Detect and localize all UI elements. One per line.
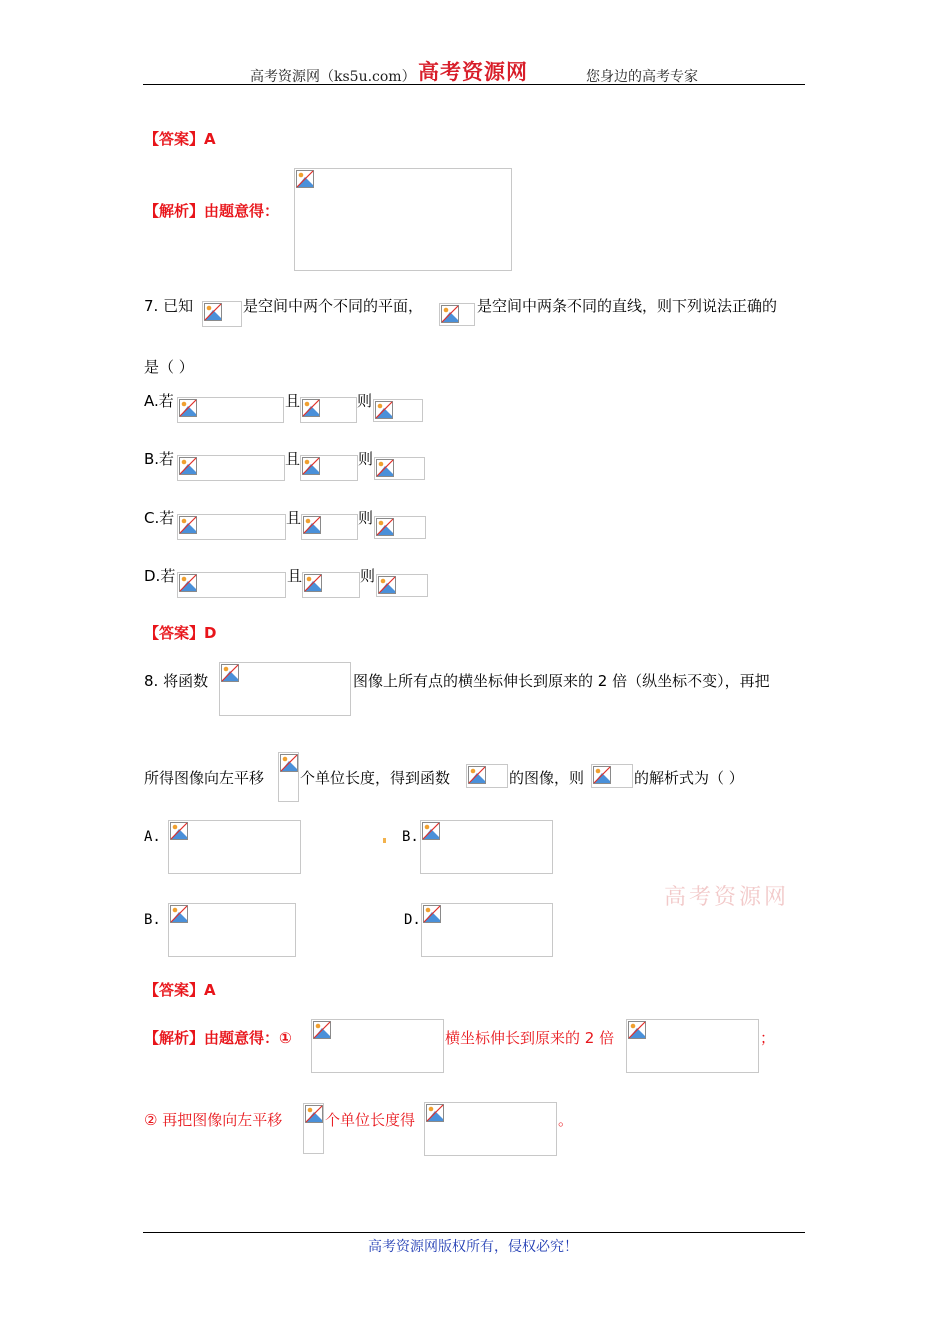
- broken-image-icon: [376, 459, 394, 477]
- q7-option-c-then: 则: [358, 509, 374, 527]
- q8-analysis-end: ；: [760, 1029, 776, 1047]
- q7-stem-mid: 是空间中两个不同的平面，: [243, 297, 424, 315]
- broken-image-icon: [302, 457, 320, 475]
- q7-option-d-then: 则: [360, 567, 376, 585]
- q8-function-image: [219, 662, 351, 716]
- q8-option-a-label: A.: [144, 829, 161, 845]
- broken-image-icon: [378, 576, 396, 594]
- broken-image-icon: [296, 170, 314, 188]
- q8-option-c-label: B.: [144, 912, 161, 928]
- broken-image-icon: [221, 664, 239, 682]
- q7-option-b-condition-image: [177, 455, 285, 481]
- q8-line2-d: 的解析式为（ ）: [634, 769, 744, 787]
- q7-option-d-conclusion-image: [376, 574, 428, 597]
- q8-option-a-image: [168, 820, 301, 874]
- broken-image-icon: [302, 399, 320, 417]
- q7-option-c-condition-image: [177, 514, 286, 540]
- footer-copyright: 高考资源网版权所有，侵权必究！: [368, 1239, 578, 1255]
- stray-mark: [383, 838, 386, 843]
- q7-option-a-condition2-image: [300, 397, 357, 423]
- q8-option-b-image: [420, 820, 553, 874]
- broken-image-icon: [304, 574, 322, 592]
- q7-option-a-then: 则: [357, 392, 373, 410]
- q7-option-c-and: 且: [286, 509, 302, 527]
- q8-option-c-image: [168, 903, 296, 957]
- broken-image-icon: [441, 305, 459, 323]
- q8-step2-result-image: [424, 1102, 557, 1156]
- q8-line2-c: 的图像，则: [509, 769, 585, 787]
- q7-planes-image: [202, 301, 242, 327]
- q7-option-d-condition-image: [177, 572, 286, 598]
- q6-answer: 【答案】A: [144, 130, 216, 148]
- q8-analysis-mid: 横坐标伸长到原来的 2 倍: [445, 1029, 615, 1047]
- broken-image-icon: [376, 518, 394, 536]
- q7-option-c-condition2-image: [301, 514, 358, 540]
- header-logo: 高考资源网: [418, 59, 528, 84]
- broken-image-icon: [375, 401, 393, 419]
- q8-gx-image: [466, 764, 508, 788]
- q7-option-a-conclusion-image: [373, 399, 423, 422]
- q8-stem-suffix: 图像上所有点的横坐标伸长到原来的 2 倍（纵坐标不变），再把: [353, 672, 770, 690]
- broken-image-icon: [313, 1021, 331, 1039]
- q7-option-d-label: D.若: [144, 567, 176, 585]
- q7-lines-image: [439, 303, 475, 326]
- q7-option-a-and: 且: [285, 392, 301, 410]
- broken-image-icon: [305, 1105, 323, 1123]
- broken-image-icon: [280, 754, 298, 772]
- q7-option-b-label: B.若: [144, 450, 175, 468]
- q8-fx-image: [591, 764, 633, 788]
- q8-line2-a: 所得图像向左平移: [144, 769, 265, 787]
- broken-image-icon: [303, 516, 321, 534]
- broken-image-icon: [179, 399, 197, 417]
- q8-step2-end: 。: [558, 1111, 574, 1129]
- broken-image-icon: [426, 1104, 444, 1122]
- q8-option-d-label: D.: [404, 912, 421, 928]
- header-rule: [143, 84, 805, 85]
- broken-image-icon: [204, 303, 222, 321]
- q7-option-b-then: 则: [358, 450, 374, 468]
- broken-image-icon: [179, 574, 197, 592]
- q8-step2-b: 个单位长度得: [325, 1111, 416, 1129]
- q8-line2-b: 个单位长度，得到函数: [300, 769, 451, 787]
- broken-image-icon: [593, 766, 611, 784]
- q7-option-c-label: C.若: [144, 509, 175, 527]
- q8-analysis-step1-image: [311, 1019, 444, 1073]
- q8-analysis-label: 【解析】由题意得：①: [144, 1029, 292, 1047]
- broken-image-icon: [628, 1021, 646, 1039]
- q7-stem-suffix: 是空间中两条不同的直线，则下列说法正确的: [477, 297, 778, 315]
- q7-option-b-conclusion-image: [374, 457, 425, 480]
- broken-image-icon: [170, 905, 188, 923]
- footer-rule: [143, 1232, 805, 1233]
- watermark: 高考资源网: [664, 885, 790, 910]
- q8-step2-shift-image: [303, 1103, 324, 1154]
- header-slogan: 您身边的高考专家: [586, 69, 698, 85]
- q8-option-b-label: B.: [402, 829, 419, 845]
- broken-image-icon: [468, 766, 486, 784]
- q6-analysis-formula-image: [294, 168, 512, 271]
- q7-answer: 【答案】D: [144, 624, 217, 642]
- q7-stem-line2: 是（ ）: [144, 358, 194, 376]
- broken-image-icon: [423, 905, 441, 923]
- broken-image-icon: [170, 822, 188, 840]
- broken-image-icon: [179, 457, 197, 475]
- q7-option-c-conclusion-image: [374, 516, 426, 539]
- q7-option-d-and: 且: [287, 567, 303, 585]
- q7-option-a-label: A.若: [144, 392, 174, 410]
- q8-analysis-step1-result-image: [626, 1019, 759, 1073]
- q7-option-b-condition2-image: [300, 455, 358, 481]
- q7-stem-prefix: 7. 已知: [144, 297, 194, 315]
- q8-step2-a: ② 再把图像向左平移: [144, 1111, 283, 1129]
- q8-shift-image: [278, 752, 299, 802]
- q7-option-a-condition-image: [177, 397, 284, 423]
- broken-image-icon: [422, 822, 440, 840]
- q8-option-d-image: [421, 903, 553, 957]
- q7-option-b-and: 且: [285, 450, 301, 468]
- broken-image-icon: [179, 516, 197, 534]
- q8-stem-prefix: 8. 将函数: [144, 672, 209, 690]
- header-site-name: 高考资源网（ks5u.com）: [250, 69, 416, 85]
- q7-option-d-condition2-image: [302, 572, 360, 598]
- q8-answer: 【答案】A: [144, 981, 216, 999]
- q6-analysis-label: 【解析】由题意得：: [144, 202, 280, 220]
